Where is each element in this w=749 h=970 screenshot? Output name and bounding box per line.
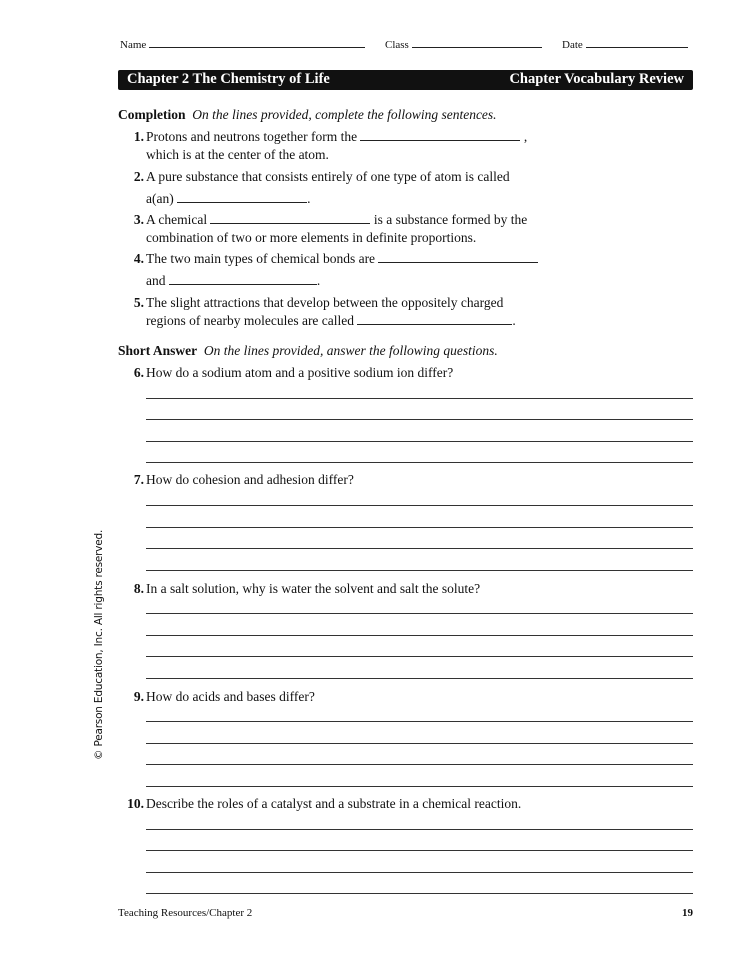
answer-line[interactable]: [146, 419, 693, 420]
short-answer-heading: Short Answer On the lines provided, answer the following questions.: [118, 343, 498, 358]
question-5: 5. The slight attractions that develop between the oppositely charged regions of nearby molecules are called .: [133, 295, 516, 328]
copyright-notice: © Pearson Education, Inc. All rights reserved.: [93, 529, 105, 760]
answer-blank[interactable]: [169, 273, 317, 285]
chapter-banner: [118, 70, 693, 90]
question-10: 10. Describe the roles of a catalyst and a substrate in a chemical reaction.: [127, 796, 522, 811]
answer-line[interactable]: [146, 829, 693, 830]
answer-line[interactable]: [146, 678, 693, 679]
class-label: Class: [385, 39, 409, 51]
name-label: Name: [120, 39, 147, 51]
answer-line[interactable]: [146, 462, 693, 463]
answer-line[interactable]: [146, 398, 693, 399]
answer-line[interactable]: [146, 850, 693, 851]
answer-line[interactable]: [146, 548, 693, 549]
question-1: 1. Protons and neutrons together form the , which is at the center of the atom.: [133, 129, 528, 162]
answer-blank[interactable]: [210, 212, 370, 224]
page-number: 19: [682, 907, 693, 919]
answer-line[interactable]: [146, 872, 693, 873]
answer-line[interactable]: [146, 721, 693, 722]
answer-line[interactable]: [146, 786, 693, 787]
question-9: 9. How do acids and bases differ?: [133, 689, 315, 704]
question-7: 7. How do cohesion and adhesion differ?: [133, 472, 354, 487]
section-title: Chapter Vocabulary Review: [509, 71, 684, 87]
question-8: 8. In a salt solution, why is water the solvent and salt the solute?: [133, 581, 481, 596]
date-field[interactable]: [562, 36, 688, 51]
answer-blank[interactable]: [360, 129, 520, 141]
answer-line[interactable]: [146, 635, 693, 636]
footer-source: Teaching Resources/Chapter 2: [118, 907, 253, 919]
question-4: 4. The two main types of chemical bonds are and .: [146, 250, 538, 294]
class-field[interactable]: [385, 36, 542, 51]
chapter-title: Chapter 2 The Chemistry of Life: [127, 71, 330, 87]
answer-line[interactable]: [146, 441, 693, 442]
answer-line[interactable]: [146, 505, 693, 506]
answer-line[interactable]: [146, 613, 693, 614]
answer-blank[interactable]: [378, 251, 538, 263]
name-field[interactable]: [120, 36, 365, 51]
answer-line[interactable]: [146, 893, 693, 894]
answer-line[interactable]: [146, 764, 693, 765]
answer-blank[interactable]: [357, 313, 512, 325]
question-2: 2. A pure substance that consists entirely of one type of atom is called a(an) .: [133, 169, 510, 206]
question-6: 6. How do a sodium atom and a positive sodium ion differ?: [133, 365, 454, 380]
question-3: 3. A chemical is a substance formed by the combination of two or more elements in definite proportions.: [133, 212, 528, 245]
answer-blank[interactable]: [177, 191, 307, 203]
completion-heading: Completion On the lines provided, complete the following sentences.: [118, 107, 497, 122]
answer-line[interactable]: [146, 743, 693, 744]
answer-line[interactable]: [146, 656, 693, 657]
answer-line[interactable]: [146, 570, 693, 571]
answer-line[interactable]: [146, 527, 693, 528]
date-label: Date: [562, 39, 583, 51]
